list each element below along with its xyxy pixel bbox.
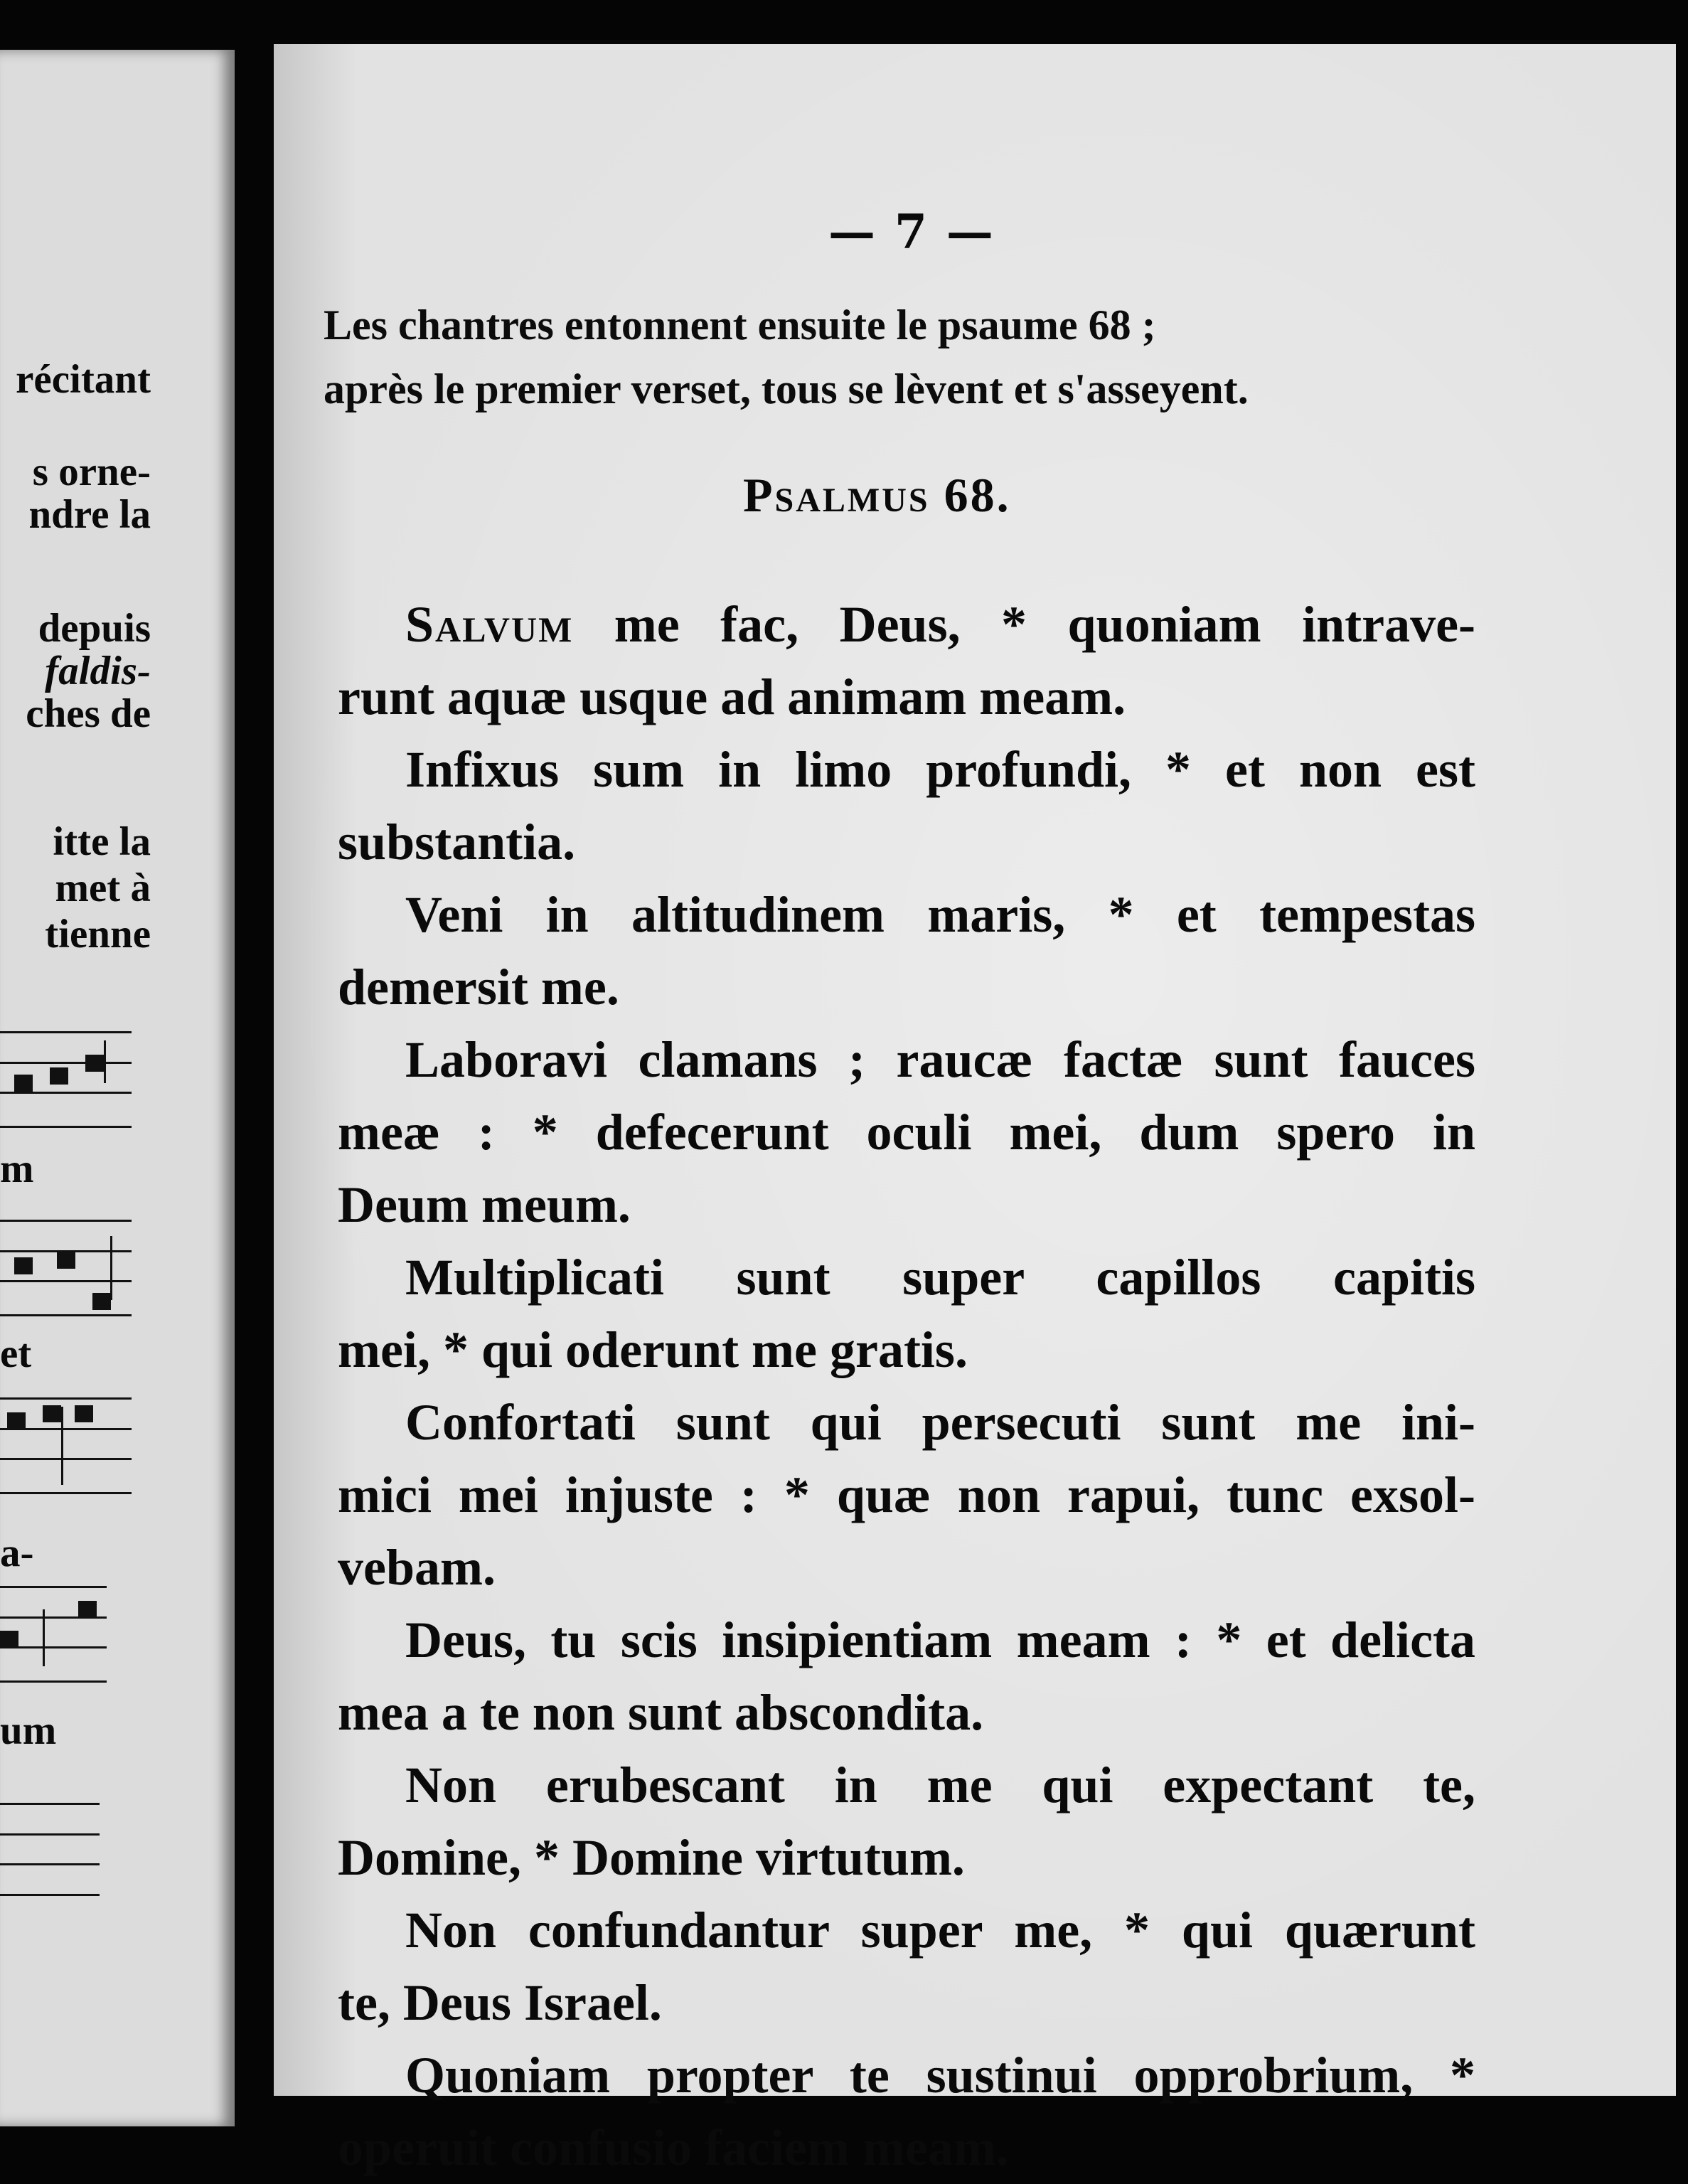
psalm-verse <box>338 1241 1475 1386</box>
left-text-fragment: récitant <box>16 357 151 402</box>
left-text-fragment: ndre la <box>28 492 151 537</box>
psalm-verse <box>338 1604 1475 1749</box>
verse-line: Deus, tu scis insipientiam meam : * et delicta <box>405 1612 1475 1668</box>
page-number: — 7 — <box>828 204 995 260</box>
psalm-verse <box>338 733 1475 878</box>
verse-line: runt aquæ usque ad animam meam. <box>338 668 1126 725</box>
psalm-verse <box>338 1749 1475 1894</box>
rubric-instruction <box>324 293 1461 421</box>
verse-line: te, Deus Israel. <box>338 1974 662 2031</box>
music-staff <box>0 1803 100 1896</box>
rubric-line: après le premier verset, tous se lèvent et s'asseyent. <box>324 366 1249 412</box>
psalm-text <box>338 588 1475 2184</box>
left-text-fragment: m <box>0 1146 34 1191</box>
left-text-fragment: ches de <box>26 691 151 736</box>
verse-line: Non confundantur super me, * qui quærunt <box>405 1902 1475 1959</box>
left-text-fragment: s orne- <box>32 449 151 494</box>
verse-line: Infixus sum in limo profundi, * et non est <box>405 741 1475 798</box>
psalm-verse <box>338 1894 1475 2039</box>
psalm-title: Psalmus 68. <box>743 468 1011 522</box>
book-page <box>274 44 1676 2176</box>
psalm-verse <box>338 588 1475 733</box>
verse-line: operuit confusio faciem meam. <box>338 2119 1009 2176</box>
verse-line: Confortati sunt qui persecuti sunt me ini- <box>405 1394 1475 1451</box>
verse-line: meæ : * defecerunt oculi mei, dum spero in <box>338 1104 1475 1161</box>
psalm-verse <box>338 1386 1475 1604</box>
verse-line: mici mei injuste : * quæ non rapui, tunc exsol- <box>338 1466 1475 1523</box>
psalm-verse <box>338 878 1475 1023</box>
left-text-fragment: um <box>0 1708 57 1753</box>
verse-line: mea a te non sunt abscondita. <box>338 1684 984 1741</box>
left-text-fragment: itte la <box>53 819 151 864</box>
verse-line: mei, * qui oderunt me gratis. <box>338 1321 968 1378</box>
verse-line: demersit me. <box>338 959 619 1016</box>
verse-line: Non erubescant in me qui expectant te, <box>405 1757 1475 1813</box>
verse-line: Veni in altitudinem maris, * et tempestas <box>405 886 1475 943</box>
verse-text: me fac, Deus, * quoniam intrave- <box>573 596 1475 653</box>
verse-line: Quoniam propter te sustinui opprobrium, * <box>405 2047 1475 2104</box>
left-text-fragment: met à <box>55 865 151 910</box>
verse-incipit: Salvum <box>405 596 574 653</box>
music-staff <box>0 1397 132 1494</box>
left-text-fragment: et <box>0 1331 32 1376</box>
left-page-fragment <box>0 50 235 2126</box>
left-text-fragment: tienne <box>45 912 151 957</box>
music-staff <box>0 1031 132 1128</box>
verse-line: Domine, * Domine virtutum. <box>338 1829 965 1886</box>
verse-line: Deum meum. <box>338 1176 631 1233</box>
left-text-fragment: faldis- <box>45 649 151 693</box>
music-staff <box>0 1220 132 1316</box>
verse-line: Multiplicati sunt super capillos capitis <box>405 1249 1475 1306</box>
verse-line: substantia. <box>338 814 576 870</box>
rubric-line: Les chantres entonnent ensuite le psaume 68 ; <box>324 302 1156 348</box>
music-staff <box>0 1586 107 1683</box>
verse-line: Laboravi clamans ; raucæ factæ sunt fauces <box>405 1031 1475 1088</box>
verse-line: vebam. <box>338 1539 496 1596</box>
left-text-fragment: a- <box>0 1530 34 1575</box>
left-text-fragment: depuis <box>38 606 151 651</box>
psalm-verse <box>338 2039 1475 2184</box>
psalm-verse <box>338 1023 1475 1241</box>
verse-line <box>338 588 1475 661</box>
